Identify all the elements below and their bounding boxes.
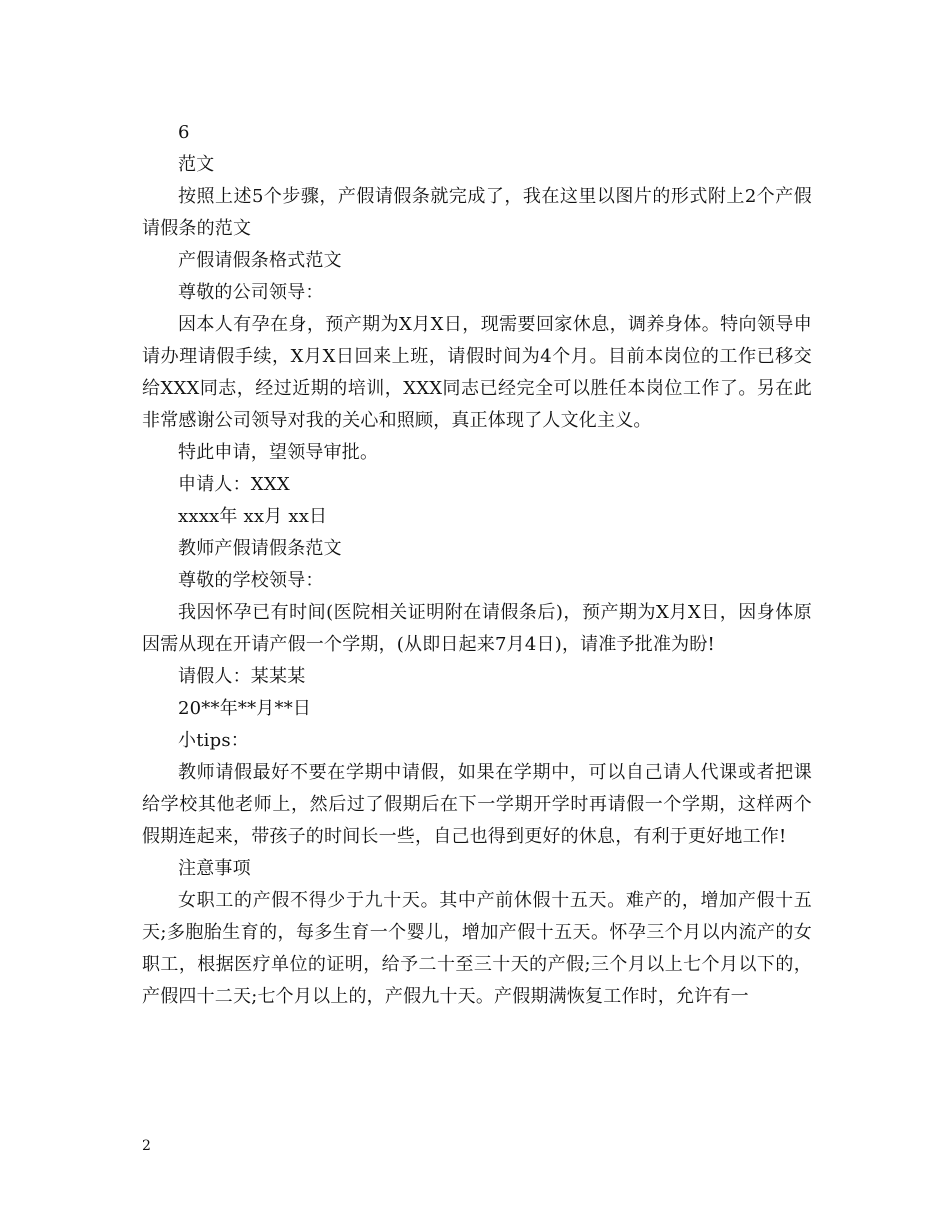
paragraph-company-closing: 特此申请，望领导审批。: [178, 442, 379, 463]
paragraph-tips-heading: 小tips：: [178, 730, 249, 751]
paragraph-company-salutation: 尊敬的公司领导：: [178, 282, 324, 303]
document-body: [142, 117, 812, 1013]
paragraph-teacher-applicant: 请假人：某某某: [178, 666, 306, 687]
paragraph-company-applicant: 申请人：XXX: [178, 474, 290, 495]
paragraph-heading-sample: 范文: [178, 154, 215, 175]
paragraph-intro: 按照上述5个步骤，产假请假条就完成了，我在这里以图片的形式附上2个产假请假条的范文: [142, 186, 812, 239]
paragraph-teacher-sample-title: 教师产假请假条范文: [178, 538, 342, 559]
paragraph-company-date: xxxx年 xx月 xx日: [178, 506, 328, 527]
page-number: 2: [142, 1138, 151, 1154]
paragraph-company-body: 因本人有孕在身，预产期为X月X日，现需要回家休息，调养身体。特向领导申请办理请假手续，X月X日回来上班，请假时间为4个月。目前本岗位的工作已移交给XXX同志，经过近期的培训，XXX同志已经完全可以胜任本岗位工作了。另在此非常感谢公司领导对我的关心和照顾，真正体现了人文化主义。: [142, 314, 812, 431]
paragraph-teacher-body: 我因怀孕已有时间(医院相关证明附在请假条后)，预产期为X月X日，因身体原因需从现在开请产假一个学期，(从即日起来7月4日)，请准予批准为盼!: [142, 602, 812, 655]
paragraph-tips-body: 教师请假最好不要在学期中请假，如果在学期中，可以自己请人代课或者把课给学校其他老师上，然后过了假期后在下一学期开学时再请假一个学期，这样两个假期连起来，带孩子的时间长一些，自己也得到更好的休息，有利于更好地工作!: [142, 762, 812, 847]
paragraph-teacher-date: 20**年**月**日: [178, 698, 312, 719]
paragraph-step-number: 6: [178, 122, 190, 143]
paragraph-notes-heading: 注意事项: [178, 858, 251, 879]
paragraph-company-sample-title: 产假请假条格式范文: [178, 250, 342, 271]
paragraph-notes-body: 女职工的产假不得少于九十天。其中产前休假十五天。难产的，增加产假十五天;多胞胎生育的，每多生育一个婴儿，增加产假十五天。怀孕三个月以内流产的女职工，根据医疗单位的证明，给予二十至三十天的产假;三个月以上七个月以下的，产假四十二天;七个月以上的，产假九十天。产假期满恢复工作时，允许有一: [142, 890, 812, 1007]
paragraph-teacher-salutation: 尊敬的学校领导：: [178, 570, 324, 591]
